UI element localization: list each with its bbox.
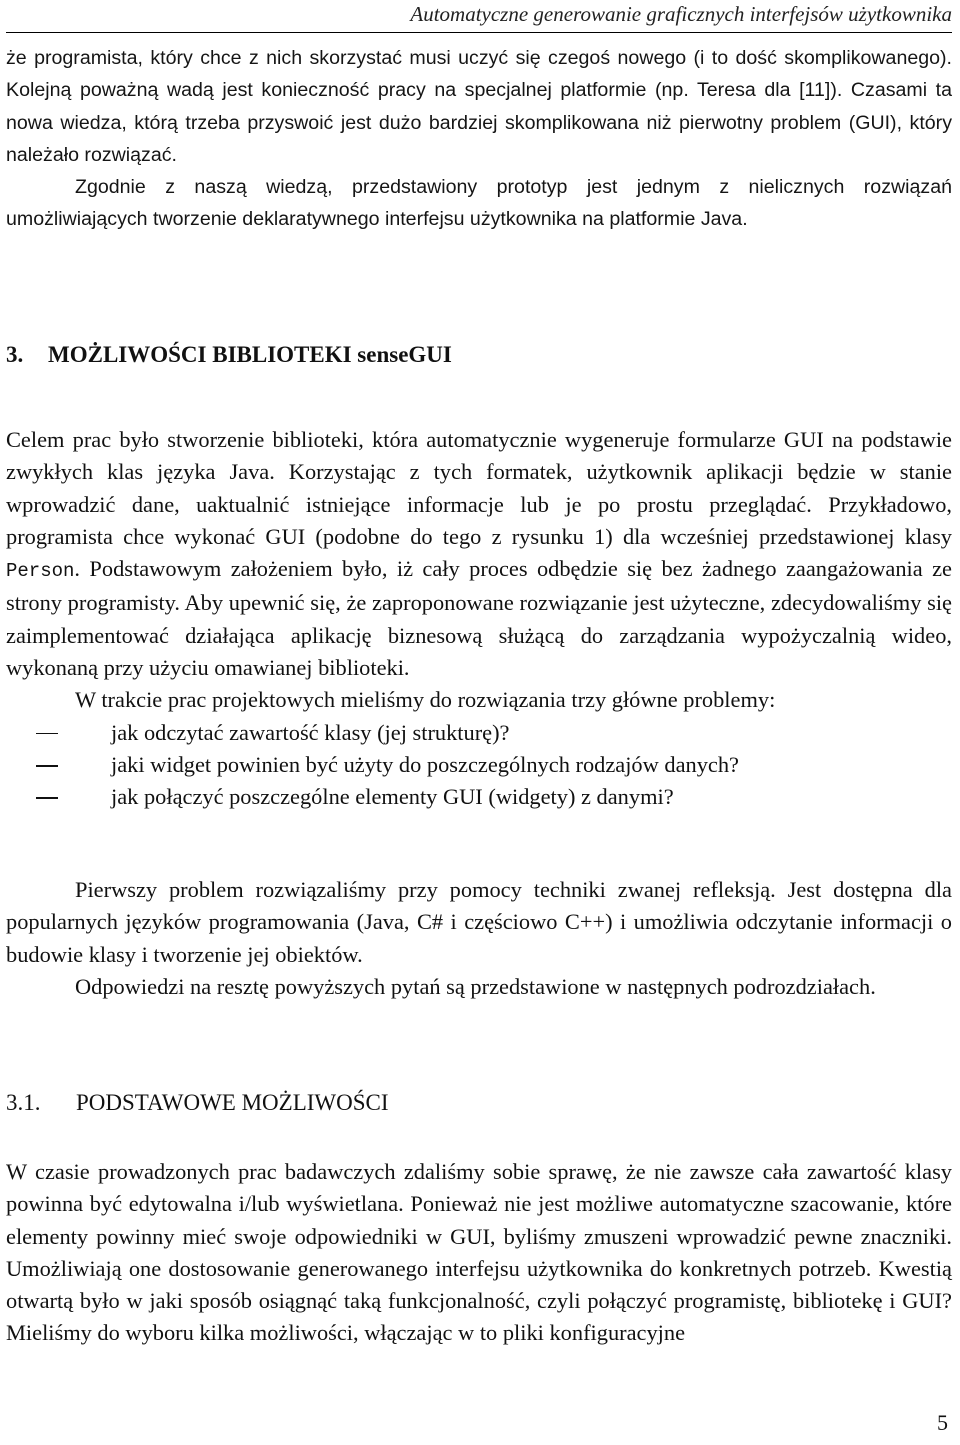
section-title: MOŻLIWOŚCI BIBLIOTEKI senseGUI [48, 342, 452, 367]
subsection-heading [6, 1090, 389, 1116]
list-item-text: jak odczytać zawartość klasy (jej strukturę)? [111, 719, 510, 745]
intro-paragraph: Zgodnie z naszą wiedzą, przedstawiony prototyp jest jednym z nielicznych rozwiązań umożliwiających tworzenie deklaratywnego interfejsu użytkownika na platformie Java. [6, 176, 952, 231]
section-heading [6, 342, 452, 368]
header-rule [6, 32, 952, 33]
list-item [6, 717, 952, 749]
section-number: 3. [6, 342, 24, 367]
subsection-number: 3.1. [6, 1090, 41, 1115]
intro-paragraph: że programista, który chce z nich skorzystać musi uczyć się czegoś nowego (i to dość skomplikowanego). Kolejną poważną wadą jest konieczność pracy na specjalnej platformie (np. Teresa dla [11]). Czasami ta nowa wiedza, którą trzeba przyswoić jest dużo bardziej skomplikowana niż pierwotny problem (GUI), który należało rozwiązać. [6, 47, 952, 166]
problem-list [6, 717, 952, 814]
intro-text [6, 42, 952, 236]
subsection-body [6, 1156, 952, 1350]
dash-bullet-icon [36, 797, 58, 799]
page-number: 5 [937, 1410, 948, 1435]
paragraph-text: Celem prac było stworzenie biblioteki, która automatycznie wygeneruje formularze GUI na podstawie zwykłych klas języka Java. Korzystając z tych formatek, użytkownik aplikacji będzie w stanie wprowadzić dane, uaktualnić istniejące informacje lub je po prostu przeglądać. Przykładowo, programista chce wykonać GUI (podobne do tego z rysunku 1) dla wcześniej przedstawionej klasy [6, 427, 952, 549]
body-paragraph: W trakcie prac projektowych mieliśmy do rozwiązania trzy główne problemy: [75, 687, 776, 713]
list-item [6, 781, 952, 813]
body-paragraph: Pierwszy problem rozwiązaliśmy przy pomocy techniki zwanej refleksją. Jest dostępna dla popularnych języków programowania (Java, C# i częściowo C++) i umożliwia odczytanie informacji o budowie klasy i tworzenie jej obiektów. [6, 877, 952, 967]
body-paragraph [6, 424, 952, 684]
dash-bullet-icon [36, 733, 58, 735]
section-body [6, 424, 952, 814]
paragraph-text: . Podstawowym założeniem było, iż cały proces odbędzie się bez żadnego zaangażowania ze strony programisty. Aby upewnić się, że zaproponowane rozwiązanie jest użyteczne, zdecydowaliśmy się zaimplementować działająca aplikację biznesową służącą do zarządzania wypożyczalnią wideo, wykonaną przy użyciu omawianej biblioteki. [6, 556, 952, 681]
running-head: Automatyczne generowanie graficznych interfejsów użytkownika [410, 2, 952, 26]
list-item-text: jak połączyć poszczególne elementy GUI (widgety) z danymi? [111, 784, 674, 810]
code-class-name: Person [6, 560, 75, 583]
section-body [6, 874, 952, 1003]
subsection-title: PODSTAWOWE MOŻLIWOŚCI [76, 1090, 389, 1115]
list-item-text: jaki widget powinien być użyty do poszczególnych rodzajów danych? [111, 751, 739, 777]
dash-bullet-icon [36, 765, 58, 767]
body-paragraph: W czasie prowadzonych prac badawczych zdaliśmy sobie sprawę, że nie zawsze cała zawartość klasy powinna być edytowalna i/lub wyświetlana. Ponieważ nie jest możliwe automatyczne szacowanie, które elementy powinny mieć swoje odpowiedniki w GUI, byliśmy zmuszeni wprowadzić pewne znaczniki. Umożliwiają one dostosowanie generowanego interfejsu użytkownika do konkretnych potrzeb. Kwestią otwartą było w jaki sposób osiągnąć taką funkcjonalność, czyli połączyć programistę, bibliotekę i GUI? Mieliśmy do wyboru kilka możliwości, włączając w to pliki konfiguracyjne [6, 1159, 952, 1346]
list-item [6, 749, 952, 781]
body-paragraph: Odpowiedzi na resztę powyższych pytań są przedstawione w następnych podrozdziałach. [75, 973, 876, 999]
